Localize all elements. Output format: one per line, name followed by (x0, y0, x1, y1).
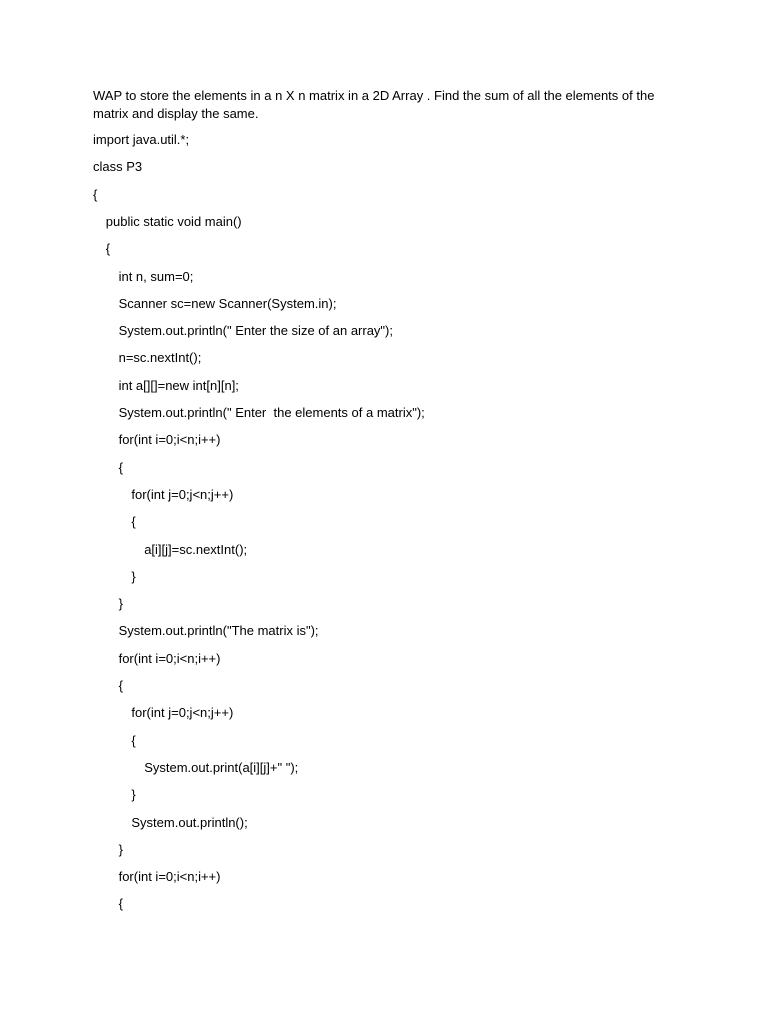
code-line: System.out.println(" Enter the size of an array"); (118, 323, 393, 339)
code-line: public static void main() (105, 213, 242, 229)
code-line: n=sc.nextInt(); (118, 350, 202, 366)
code-line: { (118, 459, 123, 475)
code-line: for(int i=0;i<n;i++) (118, 432, 221, 448)
code-line: { (118, 678, 123, 693)
code-line: for(int i=0;i<n;i++) (118, 869, 221, 885)
problem-statement: WAP to store the elements in a n X n matrix in a 2D Array . Find the sum of all the elements of the matrix and display the same. (93, 88, 655, 121)
code-line: } (118, 841, 123, 857)
code-line: for(int j=0;j<n;j++) (131, 705, 234, 721)
code-line: } (131, 568, 136, 584)
code-line: int n, sum=0; (118, 268, 194, 284)
code-line: a[i][j]=sc.nextInt(); (144, 541, 248, 557)
code-line: System.out.println(); (131, 814, 248, 830)
code-line: class P3 (93, 159, 143, 175)
code-line: { (93, 186, 98, 202)
code-line: Scanner sc=new Scanner(System.in); (118, 295, 337, 311)
code-line: for(int j=0;j<n;j++) (131, 486, 234, 502)
code-line: int a[][]=new int[n][n]; (118, 377, 239, 393)
code-line: { (118, 896, 123, 912)
code-line: { (105, 241, 111, 257)
code-line: System.out.print(a[i][j]+" "); (144, 759, 299, 775)
code-line: System.out.println(" Enter the elements of a matrix"); (118, 405, 425, 420)
code-line: { (131, 732, 136, 748)
code-line: import java.util.*; (93, 132, 190, 147)
code-line: System.out.println("The matrix is"); (118, 623, 319, 639)
code-line: } (118, 596, 123, 612)
code-line: { (131, 514, 136, 530)
code-line: for(int i=0;i<n;i++) (118, 650, 221, 666)
code-line: } (131, 787, 136, 803)
